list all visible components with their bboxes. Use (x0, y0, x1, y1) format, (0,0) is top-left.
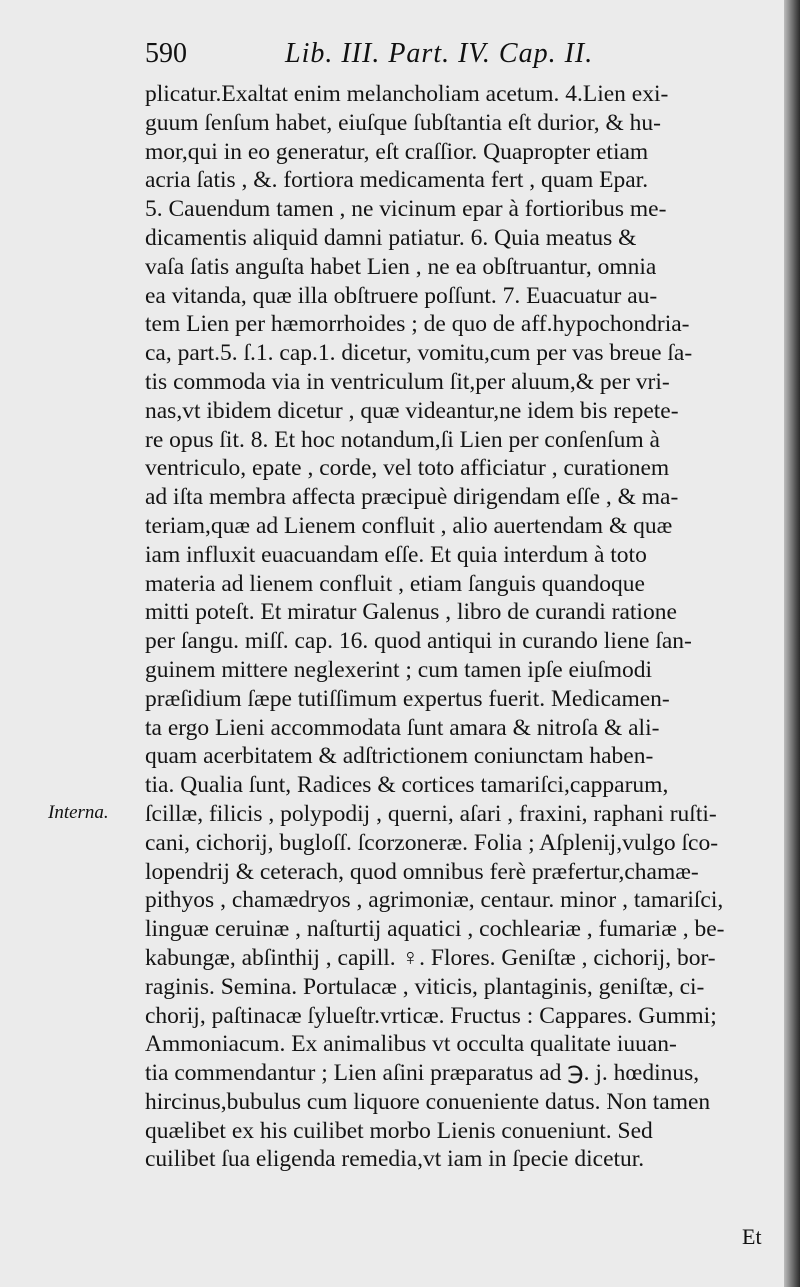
margin-note: Interna. (48, 802, 109, 823)
text-line: pithyos , chamædryos , agrimoniæ, centaur. minor , tamariſci, (145, 887, 724, 914)
text-line: mitti poteſt. Et miratur Galenus , libro de curandi ratione (145, 599, 677, 626)
text-line: per ſangu. miſſ. cap. 16. quod antiqui in curando liene ſan- (145, 628, 692, 655)
text-line: ca, part.5. ſ.1. cap.1. dicetur, vomitu,cum per vas breue ſa- (145, 340, 693, 367)
text-line: chorij, paſtinacæ ſylueſtr.vrticæ. Fructus : Cappares. Gummi; (145, 1002, 717, 1029)
text-line: iam influxit euacuandam eſſe. Et quia interdum à toto (145, 541, 647, 568)
book-edge (784, 0, 800, 1287)
text-line: plicatur.Exaltat enim melancholiam acetum. 4.Lien exi- (145, 81, 669, 107)
catchword: Et (742, 1224, 762, 1249)
text-line: nas,vt ibidem dicetur , quæ videantur,ne idem bis repete- (145, 397, 679, 424)
text-line: ventriculo, epate , corde, vel toto afficiatur , curationem (145, 455, 670, 482)
text-line: re opus ſit. 8. Et hoc notandum,ſi Lien per conſenſum à (145, 426, 660, 453)
text-line: ta ergo Lieni accommodata ſunt amara & nitroſa & ali- (145, 714, 660, 741)
text-line: vaſa ſatis anguſta habet Lien , ne ea obſtruantur, omnia (145, 253, 657, 280)
text-line: guinem mittere neglexerint ; cum tamen ipſe eiuſmodi (145, 656, 653, 683)
text-line: tia. Qualia ſunt, Radices & cortices tamariſci,capparum, (145, 772, 669, 799)
text-line: ad iſta membra affecta præcipuè dirigendam eſſe , & ma- (145, 484, 679, 511)
text-line: guum ſenſum habet, eiuſque ſubſtantia eſt durior, & hu- (145, 109, 661, 136)
text-line: materia ad lienem confluit , etiam ſanguis quandoque (145, 570, 645, 597)
text-line: acria ſatis , &. fortiora medicamenta fert , quam Epar. (145, 167, 649, 194)
text-line: dicamentis aliquid damni patiatur. 6. Quia meatus & (145, 224, 637, 251)
text-line: raginis. Semina. Portulacæ , viticis, plantaginis, geniſtæ, ci- (145, 973, 705, 1000)
text-line: 5. Cauendum tamen , ne vicinum epar à fortioribus me- (145, 196, 667, 223)
text-line: cani, cichorij, bugloſſ. ſcorzoneræ. Folia ; Aſplenij,vulgo ſco- (145, 829, 719, 856)
text-line: tem Lien per hæmorrhoides ; de quo de aff.hypochondria- (145, 311, 690, 338)
running-head: Lib. III. Part. IV. Cap. II. (285, 38, 594, 69)
text-line: Ammoniacum. Ex animalibus vt occulta qualitate iuuan- (145, 1031, 677, 1058)
page-number: 590 (145, 38, 187, 69)
text-line: lopendrij & ceterach, quod omnibus ferè præfertur,chamæ- (145, 858, 699, 885)
text-line: teriam,quæ ad Lienem confluit , alio auertendam & quæ (145, 512, 673, 539)
text-line: mor,qui in eo generatur, eſt craſſior. Quapropter etiam (145, 138, 649, 165)
text-line: ſcillæ, filicis , polypodij , querni, aſari , fraxini, raphani ruſti- (145, 800, 717, 827)
text-line: linguæ ceruinæ , naſturtij aquatici , cochleariæ , fumariæ , be- (145, 916, 725, 943)
text-line: tia commendantur ; Lien aſini præparatus ad ℈. j. hœdinus, (145, 1060, 700, 1087)
text-line: tis commoda via in ventriculum ſit,per aluum,& per vri- (145, 368, 670, 395)
page-header (145, 38, 745, 74)
text-line: kabungæ, abſinthij , capill. ♀. Flores. Geniſtæ , cichorij, bor- (145, 944, 716, 971)
body-text (145, 80, 765, 1174)
text-line: ea vitanda, quæ illa obſtruere poſſunt. 7. Euacuatur au- (145, 282, 658, 309)
text-line: præſidium ſæpe tutiſſimum expertus fuerit. Medicamen- (145, 685, 670, 712)
text-line: quam acerbitatem & adſtrictionem coniunctam haben- (145, 743, 654, 770)
text-line: hircinus,bubulus cum liquore conueniente datus. Non tamen (145, 1088, 711, 1115)
text-line: quælibet ex his cuilibet morbo Lienis conueniunt. Sed (145, 1117, 653, 1144)
text-line: cuilibet ſua eligenda remedia,vt iam in ſpecie dicetur. (145, 1146, 645, 1173)
